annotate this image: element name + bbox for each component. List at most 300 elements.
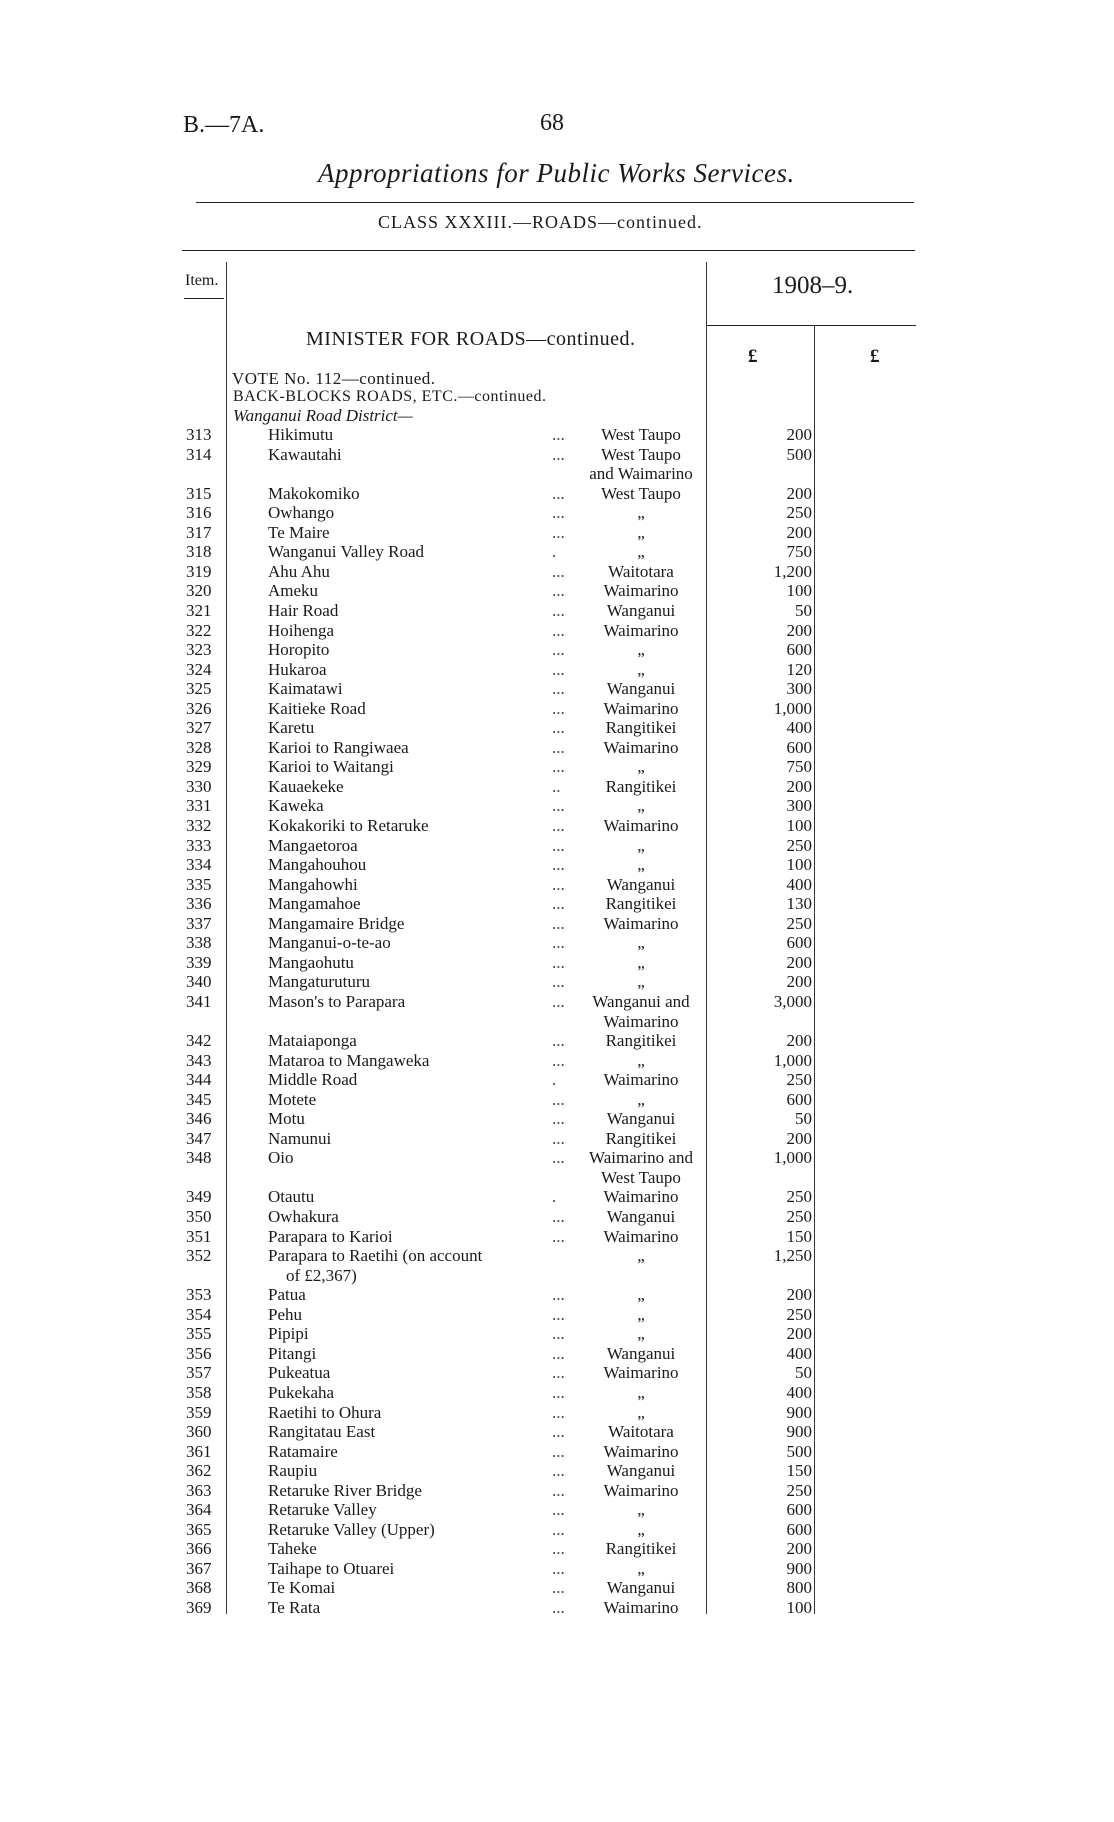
amount: 200 (786, 1128, 812, 1148)
road-name: Owhakura (268, 1207, 339, 1226)
leader-dots: ... (552, 991, 565, 1011)
leader-dots: ... (552, 1480, 565, 1500)
table-row (0, 914, 1114, 933)
road-name: Taihape to Otuarei (268, 1558, 395, 1578)
leader-dots: ... (552, 1558, 565, 1578)
name-continuation: of £2,367) (286, 1265, 357, 1285)
leader-dots: ... (552, 1285, 565, 1305)
item-number: 368 (186, 1578, 212, 1598)
table-row (0, 1090, 1114, 1109)
table-row (0, 796, 1114, 815)
amount: 250 (786, 1480, 812, 1500)
leader-dots: ... (552, 1500, 565, 1520)
amount: 3,000 (773, 991, 812, 1011)
amount: 150 (786, 1226, 812, 1246)
amount: 200 (786, 425, 812, 444)
electorate: „ (637, 1402, 645, 1422)
electorate: Wanganui (606, 1578, 676, 1598)
leader-dots: ... (552, 816, 565, 835)
road-name: Karetu (268, 718, 315, 738)
table-row (0, 1344, 1114, 1363)
item-number: 332 (186, 816, 212, 835)
amount: 100 (786, 855, 812, 875)
amount: 130 (786, 894, 812, 914)
amount: 200 (786, 972, 812, 992)
road-name: Ahu Ahu (268, 561, 330, 581)
table-row (0, 445, 1114, 464)
electorate: „ (637, 1285, 645, 1305)
table-row (0, 894, 1114, 913)
road-name: Mataiaponga (268, 1031, 357, 1051)
item-number: 351 (186, 1226, 212, 1246)
electorate: Wanganui (606, 600, 676, 620)
electorate: Rangitikei (605, 894, 677, 914)
item-number: 345 (186, 1089, 212, 1109)
electorate: Waimarino (603, 1480, 679, 1500)
amount: 200 (786, 1285, 812, 1305)
table-row (0, 836, 1114, 855)
table-row (0, 1481, 1114, 1500)
amount: 500 (786, 1441, 812, 1461)
leader-dots: ... (552, 1343, 565, 1363)
amount: 120 (786, 659, 812, 679)
table-row (0, 953, 1114, 972)
road-name: Oio (268, 1148, 294, 1168)
table-row (0, 757, 1114, 776)
item-number: 334 (186, 855, 212, 875)
leader-dots: . (552, 1070, 557, 1090)
item-number: 352 (186, 1246, 212, 1266)
road-name: Pehu (268, 1304, 302, 1324)
road-name: Namunui (268, 1128, 332, 1148)
road-name: Mangamaire Bridge (268, 913, 405, 933)
electorate: „ (637, 1324, 645, 1344)
item-number: 359 (186, 1402, 212, 1422)
table-row (0, 1442, 1114, 1461)
leader-dots: ... (552, 737, 565, 757)
leader-dots: ... (552, 581, 565, 601)
road-name: Te Komai (268, 1578, 336, 1598)
amount: 600 (786, 1500, 812, 1520)
item-number: 333 (186, 835, 212, 855)
leader-dots: ... (552, 835, 565, 855)
table-row (0, 1363, 1114, 1382)
amount: 250 (786, 503, 812, 523)
backblocks-heading: BACK-BLOCKS ROADS, ETC.—continued. (233, 388, 547, 405)
road-name: Middle Road (268, 1070, 358, 1090)
item-number: 329 (186, 757, 212, 777)
road-name: Pitangi (268, 1343, 317, 1363)
table-row (0, 1598, 1114, 1617)
leader-dots: ... (552, 483, 565, 503)
table-row (0, 933, 1114, 952)
electorate: Wanganui (606, 1343, 676, 1363)
table-row (0, 484, 1114, 503)
item-number: 324 (186, 659, 212, 679)
leader-dots: ... (552, 600, 565, 620)
road-name: Parapara to Karioi (268, 1226, 393, 1246)
table-row (0, 1422, 1114, 1441)
title-rule (196, 202, 914, 203)
leader-dots: ... (552, 1422, 565, 1442)
amount: 1,000 (773, 1148, 812, 1168)
table-row (0, 972, 1114, 991)
item-number: 338 (186, 933, 212, 953)
amount: 200 (786, 620, 812, 640)
table-row (0, 1129, 1114, 1148)
table-row (0, 1520, 1114, 1539)
electorate: Waitotara (608, 561, 674, 581)
road-name: Kokakoriki to Retaruke (268, 816, 429, 835)
item-number: 361 (186, 1441, 212, 1461)
amount: 250 (786, 1070, 812, 1090)
leader-dots: ... (552, 718, 565, 738)
electorate: „ (637, 1050, 645, 1070)
district-heading: Wanganui Road District— (233, 406, 413, 425)
leader-dots: ... (552, 894, 565, 914)
electorate: „ (637, 1500, 645, 1520)
item-number: 358 (186, 1382, 212, 1402)
leader-dots: ... (552, 679, 565, 699)
leader-dots: ... (552, 913, 565, 933)
class-rule (182, 250, 915, 251)
electorate: Wanganui (606, 1207, 676, 1226)
road-name: Te Rata (268, 1598, 321, 1617)
electorate: Waimarino (603, 913, 679, 933)
road-name: Horopito (268, 640, 330, 660)
item-number: 317 (186, 522, 212, 542)
leader-dots: ... (552, 1304, 565, 1324)
electorate: Rangitikei (605, 1031, 677, 1051)
amount: 300 (786, 679, 812, 699)
table-row (0, 1559, 1114, 1578)
leader-dots: ... (552, 796, 565, 816)
electorate: Waimarino (603, 1226, 679, 1246)
item-number: 340 (186, 972, 212, 992)
table-row (0, 1383, 1114, 1402)
electorate: Waimarino (603, 620, 679, 640)
page-number: 68 (540, 110, 564, 136)
leader-dots: ... (552, 561, 565, 581)
item-number: 313 (186, 425, 212, 444)
road-name: Wanganui Valley Road (268, 542, 425, 562)
amount: 100 (786, 1598, 812, 1617)
leader-dots: ... (552, 620, 565, 640)
road-name: Parapara to Raetihi (on account (268, 1246, 483, 1266)
leader-dots: ... (552, 1207, 565, 1226)
road-name: Kaitieke Road (268, 698, 366, 718)
leader-dots: ... (552, 1382, 565, 1402)
road-name: Kawautahi (268, 444, 342, 464)
table-row (0, 777, 1114, 796)
road-name: Makokomiko (268, 483, 360, 503)
road-name: Kauaekeke (268, 776, 344, 796)
road-name: Hair Road (268, 600, 339, 620)
electorate: Rangitikei (605, 718, 677, 738)
item-number: 327 (186, 718, 212, 738)
amount: 400 (786, 1382, 812, 1402)
item-number: 318 (186, 542, 212, 562)
amount: 400 (786, 718, 812, 738)
table-row (0, 640, 1114, 659)
electorate: „ (637, 855, 645, 875)
amount: 400 (786, 1343, 812, 1363)
table-row (0, 1324, 1114, 1343)
road-name: Manganui-o-te-ao (268, 933, 391, 953)
road-name: Karioi to Waitangi (268, 757, 394, 777)
item-number: 357 (186, 1363, 212, 1383)
item-number: 325 (186, 679, 212, 699)
electorate: Waimarino (603, 737, 679, 757)
road-name: Mataroa to Mangaweka (268, 1050, 430, 1070)
electorate: West Taupo (601, 425, 681, 444)
item-number: 344 (186, 1070, 212, 1090)
leader-dots: .. (552, 776, 561, 796)
amount: 50 (795, 600, 812, 620)
road-name: Hoihenga (268, 620, 335, 640)
item-number: 369 (186, 1598, 212, 1617)
class-heading: CLASS XXXIII.—ROADS—continued. (378, 212, 703, 232)
road-name: Mangamahoe (268, 894, 361, 914)
road-name: Retaruke Valley (Upper) (268, 1519, 435, 1539)
leader-dots: ... (552, 698, 565, 718)
road-name: Mason's to Parapara (268, 991, 406, 1011)
amount: 200 (786, 1031, 812, 1051)
leader-dots: ... (552, 1050, 565, 1070)
amount: 200 (786, 1324, 812, 1344)
amount: 100 (786, 816, 812, 835)
electorate: „ (637, 1246, 645, 1266)
electorate: Wanganui (606, 1461, 676, 1481)
electorate: „ (637, 972, 645, 992)
electorate: „ (637, 542, 645, 562)
amount: 150 (786, 1461, 812, 1481)
table-row (0, 738, 1114, 757)
leader-dots: ... (552, 952, 565, 972)
amount: 250 (786, 1207, 812, 1226)
electorate: Rangitikei (605, 776, 677, 796)
table-row (0, 1539, 1114, 1558)
page-title: Appropriations for Public Works Services. (318, 158, 795, 188)
table-row (0, 562, 1114, 581)
page-reference: B.—7A. (183, 112, 265, 138)
table-row (0, 660, 1114, 679)
amount: 250 (786, 913, 812, 933)
leader-dots: ... (552, 503, 565, 523)
amount: 50 (795, 1109, 812, 1129)
leader-dots: ... (552, 1089, 565, 1109)
road-name: Taheke (268, 1539, 317, 1559)
leader-dots: . (552, 542, 557, 562)
leader-dots: ... (552, 757, 565, 777)
leader-dots: ... (552, 933, 565, 953)
road-name: Mangaturuturu (268, 972, 370, 992)
electorate: „ (637, 796, 645, 816)
table-row (0, 1031, 1114, 1050)
item-number: 356 (186, 1343, 212, 1363)
road-name: Pukekaha (268, 1382, 335, 1402)
electorate-continuation: West Taupo (601, 1167, 681, 1187)
electorate-continuation: and Waimarino (589, 464, 693, 484)
road-name: Karioi to Rangiwaea (268, 737, 409, 757)
item-number: 353 (186, 1285, 212, 1305)
table-row (0, 1070, 1114, 1089)
amount: 1,000 (773, 698, 812, 718)
electorate: „ (637, 933, 645, 953)
vote-heading: VOTE No. 112—continued. (232, 369, 436, 388)
leader-dots: ... (552, 1441, 565, 1461)
item-number: 316 (186, 503, 212, 523)
table-row (0, 875, 1114, 894)
item-number: 343 (186, 1050, 212, 1070)
electorate: „ (637, 640, 645, 660)
amount: 900 (786, 1422, 812, 1442)
table-row (0, 1285, 1114, 1304)
amount: 600 (786, 1089, 812, 1109)
item-number: 339 (186, 952, 212, 972)
amount: 600 (786, 1519, 812, 1539)
road-name: Mangaetoroa (268, 835, 358, 855)
table-row (0, 1227, 1114, 1246)
item-number: 367 (186, 1558, 212, 1578)
road-name: Mangaohutu (268, 952, 354, 972)
road-name: Raetihi to Ohura (268, 1402, 382, 1422)
road-name: Kaimatawi (268, 679, 343, 699)
electorate: Wanganui (606, 679, 676, 699)
amount: 600 (786, 737, 812, 757)
leader-dots: ... (552, 1578, 565, 1598)
road-name: Pipipi (268, 1324, 309, 1344)
amount: 200 (786, 522, 812, 542)
item-number: 315 (186, 483, 212, 503)
leader-dots: ... (552, 1519, 565, 1539)
amount: 250 (786, 835, 812, 855)
leader-dots: ... (552, 659, 565, 679)
leader-dots: ... (552, 1539, 565, 1559)
electorate: Waimarino (603, 1070, 679, 1090)
year-column-header: 1908–9. (772, 272, 854, 299)
item-number: 326 (186, 698, 212, 718)
item-number: 323 (186, 640, 212, 660)
road-name: Owhango (268, 503, 335, 523)
road-name: Kaweka (268, 796, 324, 816)
leader-dots: ... (552, 855, 565, 875)
road-name: Raupiu (268, 1461, 318, 1481)
amount: 100 (786, 581, 812, 601)
item-number: 336 (186, 894, 212, 914)
item-column-header: Item. (185, 272, 219, 289)
table-row (0, 1461, 1114, 1480)
leader-dots: ... (552, 1226, 565, 1246)
leader-dots: ... (552, 1148, 565, 1168)
electorate: Waimarino (603, 1598, 679, 1617)
electorate: Waimarino (603, 1363, 679, 1383)
leader-dots: ... (552, 1109, 565, 1129)
table-row (0, 621, 1114, 640)
amount: 1,000 (773, 1050, 812, 1070)
electorate: „ (637, 503, 645, 523)
item-number: 354 (186, 1304, 212, 1324)
electorate: Waimarino (603, 1187, 679, 1207)
table-row (0, 1578, 1114, 1597)
table-row (0, 1500, 1114, 1519)
table-row (0, 1207, 1114, 1226)
table-row (0, 699, 1114, 718)
electorate: West Taupo (601, 444, 681, 464)
amount: 1,250 (773, 1246, 812, 1266)
electorate: „ (637, 952, 645, 972)
item-number: 335 (186, 874, 212, 894)
item-number: 328 (186, 737, 212, 757)
item-number: 330 (186, 776, 212, 796)
item-number: 362 (186, 1461, 212, 1481)
item-number: 364 (186, 1500, 212, 1520)
item-number: 355 (186, 1324, 212, 1344)
item-number: 349 (186, 1187, 212, 1207)
table-row (0, 542, 1114, 561)
table-row (0, 718, 1114, 737)
amount: 600 (786, 933, 812, 953)
amount: 200 (786, 483, 812, 503)
table-row (0, 503, 1114, 522)
road-name: Ameku (268, 581, 319, 601)
minister-heading: MINISTER FOR ROADS—continued. (306, 328, 636, 350)
road-name: Retaruke River Bridge (268, 1480, 422, 1500)
table-row (0, 1109, 1114, 1128)
road-name: Motu (268, 1109, 305, 1129)
electorate: Waimarino (603, 1441, 679, 1461)
table-row (0, 1403, 1114, 1422)
table-row (0, 855, 1114, 874)
road-name: Ratamaire (268, 1441, 338, 1461)
table-row (0, 1148, 1114, 1167)
leader-dots: ... (552, 1402, 565, 1422)
road-name: Mangahowhi (268, 874, 358, 894)
item-number: 365 (186, 1519, 212, 1539)
amount: 600 (786, 640, 812, 660)
amount: 500 (786, 444, 812, 464)
road-name: Hukaroa (268, 659, 327, 679)
leader-dots: ... (552, 1324, 565, 1344)
pound-sign-second: £ (870, 346, 880, 367)
table-row (0, 1187, 1114, 1206)
amount: 400 (786, 874, 812, 894)
electorate: „ (637, 1089, 645, 1109)
electorate: Waimarino (603, 698, 679, 718)
item-number: 321 (186, 600, 212, 620)
table-row (0, 425, 1114, 444)
leader-dots: ... (552, 444, 565, 464)
electorate: Waimarino and (589, 1148, 693, 1168)
electorate: Waitotara (608, 1422, 674, 1442)
item-number: 366 (186, 1539, 212, 1559)
item-number: 348 (186, 1148, 212, 1168)
item-header-underline (184, 298, 224, 299)
leader-dots: ... (552, 522, 565, 542)
amount: 300 (786, 796, 812, 816)
electorate: Wanganui and (592, 991, 690, 1011)
electorate: Rangitikei (605, 1128, 677, 1148)
item-number: 322 (186, 620, 212, 640)
electorate: „ (637, 835, 645, 855)
road-name: Rangitatau East (268, 1422, 376, 1442)
electorate: West Taupo (601, 483, 681, 503)
item-number: 360 (186, 1422, 212, 1442)
road-name: Motete (268, 1089, 317, 1109)
road-name: Otautu (268, 1187, 315, 1207)
table-row (0, 679, 1114, 698)
leader-dots: ... (552, 1598, 565, 1617)
